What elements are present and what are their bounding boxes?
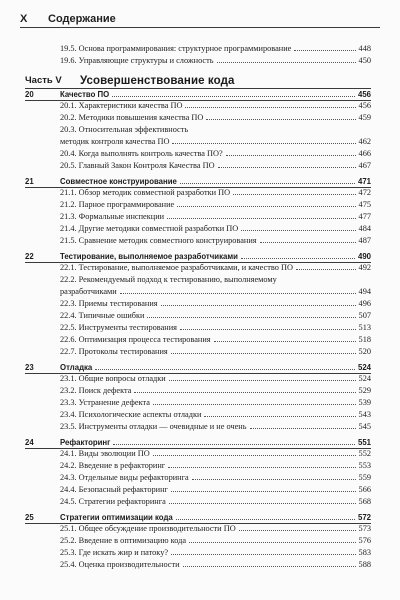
- dot-leader: [189, 541, 355, 543]
- toc-entry-page: 448: [358, 44, 371, 53]
- toc-entry[interactable]: [60, 335, 371, 345]
- chapter-number: 24: [25, 438, 34, 447]
- toc-entry-title: 22.1. Тестирование, выполняемое разработчиками, и качество ПО: [60, 263, 293, 272]
- dot-leader: [95, 368, 355, 370]
- toc-entry[interactable]: [60, 311, 371, 321]
- toc-entry-title: 19.5. Основа программирования: структурное программирование: [60, 44, 292, 53]
- toc-entry-page: 477: [358, 212, 371, 221]
- toc-entry-title: 25.4. Оценка производительности: [60, 560, 180, 569]
- toc-entry-title: 24.3. Отдельные виды рефакторинга: [60, 473, 189, 482]
- toc-entry-page: 456: [358, 101, 371, 110]
- toc-entry-page: 513: [358, 323, 371, 332]
- dot-leader: [185, 106, 355, 108]
- dot-leader: [113, 443, 355, 445]
- dot-leader: [217, 61, 356, 63]
- toc-entry-page: 484: [358, 224, 371, 233]
- chapter-page: 551: [357, 438, 371, 447]
- toc-entry-title[interactable]: 22.2. Рекомендуемый подход к тестированию, выполняемому: [60, 275, 277, 284]
- chapter-page: 490: [357, 252, 371, 261]
- toc-entry-page: 450: [358, 56, 371, 65]
- toc-entry[interactable]: [60, 548, 371, 558]
- toc-entry[interactable]: [60, 299, 371, 309]
- dot-leader: [169, 502, 356, 504]
- dot-leader: [120, 292, 356, 294]
- toc-entry-title: 22.4. Типичные ошибки: [60, 311, 145, 320]
- toc-entry[interactable]: [60, 188, 371, 198]
- dot-leader: [214, 340, 356, 342]
- toc-entry-page: 552: [358, 449, 371, 458]
- toc-entry[interactable]: [60, 113, 371, 123]
- toc-entry-title: 25.2. Введение в оптимизацию кода: [60, 536, 187, 545]
- toc-entry-page: 459: [358, 113, 371, 122]
- toc-entry-title: 23.4. Психологические аспекты отладки: [60, 410, 202, 419]
- toc-entry-title: 21.4. Другие методики совместной разработки ПО: [60, 224, 239, 233]
- dot-leader: [171, 490, 356, 492]
- toc-entry-title: 22.3. Приемы тестирования: [60, 299, 158, 308]
- toc-entry-page: 507: [358, 311, 371, 320]
- toc-entry[interactable]: [60, 236, 371, 246]
- toc-entry[interactable]: [60, 323, 371, 333]
- dot-leader: [153, 403, 356, 405]
- toc-entry-page: 529: [358, 386, 371, 395]
- toc-entry-title: 20.5. Главный Закон Контроля Качества ПО: [60, 161, 215, 170]
- dot-leader: [161, 304, 356, 306]
- toc-entry[interactable]: [60, 56, 371, 66]
- toc-entry-title: 21.2. Парное программирование: [60, 200, 175, 209]
- toc-entry-page: 539: [358, 398, 371, 407]
- toc-entry[interactable]: [60, 263, 371, 273]
- toc-entry-page: 467: [358, 161, 371, 170]
- chapter-heading[interactable]: [25, 251, 371, 263]
- toc-entry[interactable]: [60, 461, 371, 471]
- toc-entry[interactable]: [60, 137, 371, 147]
- toc-entry-page: 475: [358, 200, 371, 209]
- toc-entry[interactable]: [60, 410, 371, 420]
- dot-leader: [241, 257, 355, 259]
- toc-entry-page: 524: [358, 374, 371, 383]
- toc-entry-title: 24.4. Безопасный рефакторинг: [60, 485, 168, 494]
- toc-entry-title: 25.1. Общее обсуждение производительности ПО: [60, 524, 236, 533]
- dot-leader: [176, 518, 355, 520]
- toc-entry[interactable]: [60, 44, 371, 54]
- chapter-number: 25: [25, 513, 34, 522]
- part-heading: [25, 74, 371, 89]
- toc-entry[interactable]: [60, 497, 371, 507]
- toc-entry-page: 543: [358, 410, 371, 419]
- toc-entry[interactable]: [60, 101, 371, 111]
- toc-entry-continuation: разработчиками: [60, 287, 117, 296]
- toc-entry-title: 23.1. Общие вопросы отладки: [60, 374, 166, 383]
- chapter-number: 21: [25, 177, 34, 186]
- chapter-page: 471: [357, 177, 371, 186]
- toc-entry[interactable]: [60, 422, 371, 432]
- toc-entry[interactable]: [60, 347, 371, 357]
- toc-entry[interactable]: [60, 212, 371, 222]
- dot-leader: [153, 454, 356, 456]
- dot-leader: [241, 229, 355, 231]
- chapter-heading[interactable]: [25, 437, 371, 449]
- toc-entry-title: 21.5. Сравнение методик совместного конструирования: [60, 236, 257, 245]
- dot-leader: [171, 553, 356, 555]
- toc-entry-title: 22.5. Инструменты тестирования: [60, 323, 177, 332]
- toc-entry[interactable]: [60, 161, 371, 171]
- toc-entry-title: 20.4. Когда выполнять контроль качества ПО?: [60, 149, 223, 158]
- toc-entry[interactable]: [60, 287, 371, 297]
- dot-leader: [233, 193, 355, 195]
- toc-entry-page: 559: [358, 473, 371, 482]
- dot-leader: [134, 391, 355, 393]
- dot-leader: [169, 379, 356, 381]
- dot-leader: [226, 154, 356, 156]
- chapter-number: 23: [25, 363, 34, 372]
- toc-entry-title: 20.2. Методики повышения качества ПО: [60, 113, 204, 122]
- toc-entry[interactable]: [60, 224, 371, 234]
- toc-entry-title: 24.1. Виды эволюции ПО: [60, 449, 150, 458]
- chapter-page: 456: [357, 90, 371, 99]
- dot-leader: [260, 241, 356, 243]
- toc-entry-page: 573: [358, 524, 371, 533]
- chapter-heading[interactable]: [25, 89, 371, 101]
- toc-entry-page: 545: [358, 422, 371, 431]
- dot-leader: [171, 352, 356, 354]
- dot-leader: [172, 142, 355, 144]
- toc-entry-page: 492: [358, 263, 371, 272]
- dot-leader: [180, 328, 356, 330]
- dot-leader: [168, 466, 355, 468]
- toc-entry-page: 466: [358, 149, 371, 158]
- dot-leader: [177, 205, 355, 207]
- toc-entry-title: 24.2. Введение в рефакторинг: [60, 461, 166, 470]
- toc-entry-title: 22.6. Оптимизация процесса тестирования: [60, 335, 211, 344]
- chapter-title: Тестирование, выполняемое разработчиками: [60, 252, 238, 261]
- toc-entry-title: 22.7. Протоколы тестирования: [60, 347, 168, 356]
- toc-entry[interactable]: [60, 485, 371, 495]
- toc-entry-title: 21.3. Формальные инспекции: [60, 212, 165, 221]
- toc-entry-page: 518: [358, 335, 371, 344]
- part-title: Усовершенствование кода: [80, 75, 235, 87]
- toc-entry-page: 494: [358, 287, 371, 296]
- toc-entry-title: 21.1. Обзор методик совместной разработки ПО: [60, 188, 231, 197]
- chapter-heading[interactable]: [25, 362, 371, 374]
- chapter-page: 572: [357, 513, 371, 522]
- dot-leader: [206, 118, 355, 120]
- toc-entry-page: 576: [358, 536, 371, 545]
- dot-leader: [112, 95, 355, 97]
- chapter-page: 524: [357, 363, 371, 372]
- toc-entry-continuation: методик контроля качества ПО: [60, 137, 170, 146]
- running-head-title: Содержание: [48, 13, 116, 25]
- chapter-number: 22: [25, 252, 34, 261]
- toc-entry-title: 24.5. Стратегии рефакторинга: [60, 497, 166, 506]
- toc-entry-title: 20.1. Характеристики качества ПО: [60, 101, 183, 110]
- running-head: [20, 9, 380, 28]
- chapter-title: Отладка: [60, 363, 93, 372]
- toc-entry-page: 583: [358, 548, 371, 557]
- toc-entry-page: 496: [358, 299, 371, 308]
- dot-leader: [204, 415, 355, 417]
- chapter-title: Стратегии оптимизации кода: [60, 513, 173, 522]
- dot-leader: [192, 478, 356, 480]
- chapter-title: Совместное конструирование: [60, 177, 177, 186]
- toc-entry[interactable]: [60, 398, 371, 408]
- toc-entry[interactable]: [60, 536, 371, 546]
- toc-entry-title: 25.3. Где искать жир и патоку?: [60, 548, 169, 557]
- toc-entry-title: 19.6. Управляющие структуры и сложность: [60, 56, 214, 65]
- toc-entry[interactable]: [60, 374, 371, 384]
- toc-entry[interactable]: [60, 524, 371, 534]
- toc-entry-page: 566: [358, 485, 371, 494]
- page-number: X: [20, 13, 28, 25]
- toc-entry[interactable]: [60, 560, 371, 570]
- toc-entry-page: 520: [358, 347, 371, 356]
- toc-entry-page: 588: [358, 560, 371, 569]
- dot-leader: [250, 427, 356, 429]
- dot-leader: [218, 166, 356, 168]
- chapter-heading[interactable]: [25, 176, 371, 188]
- dot-leader: [180, 182, 355, 184]
- toc-entry-title: 23.5. Инструменты отладки — очевидные и не очень: [60, 422, 247, 431]
- dot-leader: [183, 565, 356, 567]
- toc-entry-page: 553: [358, 461, 371, 470]
- toc-entry-page: 472: [358, 188, 371, 197]
- toc-entry[interactable]: [60, 200, 371, 210]
- toc-entry[interactable]: [60, 449, 371, 459]
- toc-entry-page: 462: [358, 137, 371, 146]
- chapter-number: 20: [25, 90, 34, 99]
- dot-leader: [147, 316, 355, 318]
- dot-leader: [296, 268, 356, 270]
- toc-entry-title: 23.2. Поиск дефекта: [60, 386, 132, 395]
- toc-entry[interactable]: [60, 386, 371, 396]
- dot-leader: [294, 49, 355, 51]
- dot-leader: [167, 217, 355, 219]
- toc-entry-page: 568: [358, 497, 371, 506]
- chapter-title: Качество ПО: [60, 90, 110, 99]
- dot-leader: [239, 529, 356, 531]
- part-label: Часть V: [25, 75, 62, 86]
- toc-entry-page: 487: [358, 236, 371, 245]
- chapter-heading[interactable]: [25, 512, 371, 524]
- toc-entry[interactable]: [60, 149, 371, 159]
- chapter-title: Рефакторинг: [60, 438, 111, 447]
- toc-entry[interactable]: [60, 473, 371, 483]
- toc-entry-title[interactable]: 20.3. Относительная эффективность: [60, 125, 189, 134]
- toc-entry-title: 23.3. Устранение дефекта: [60, 398, 150, 407]
